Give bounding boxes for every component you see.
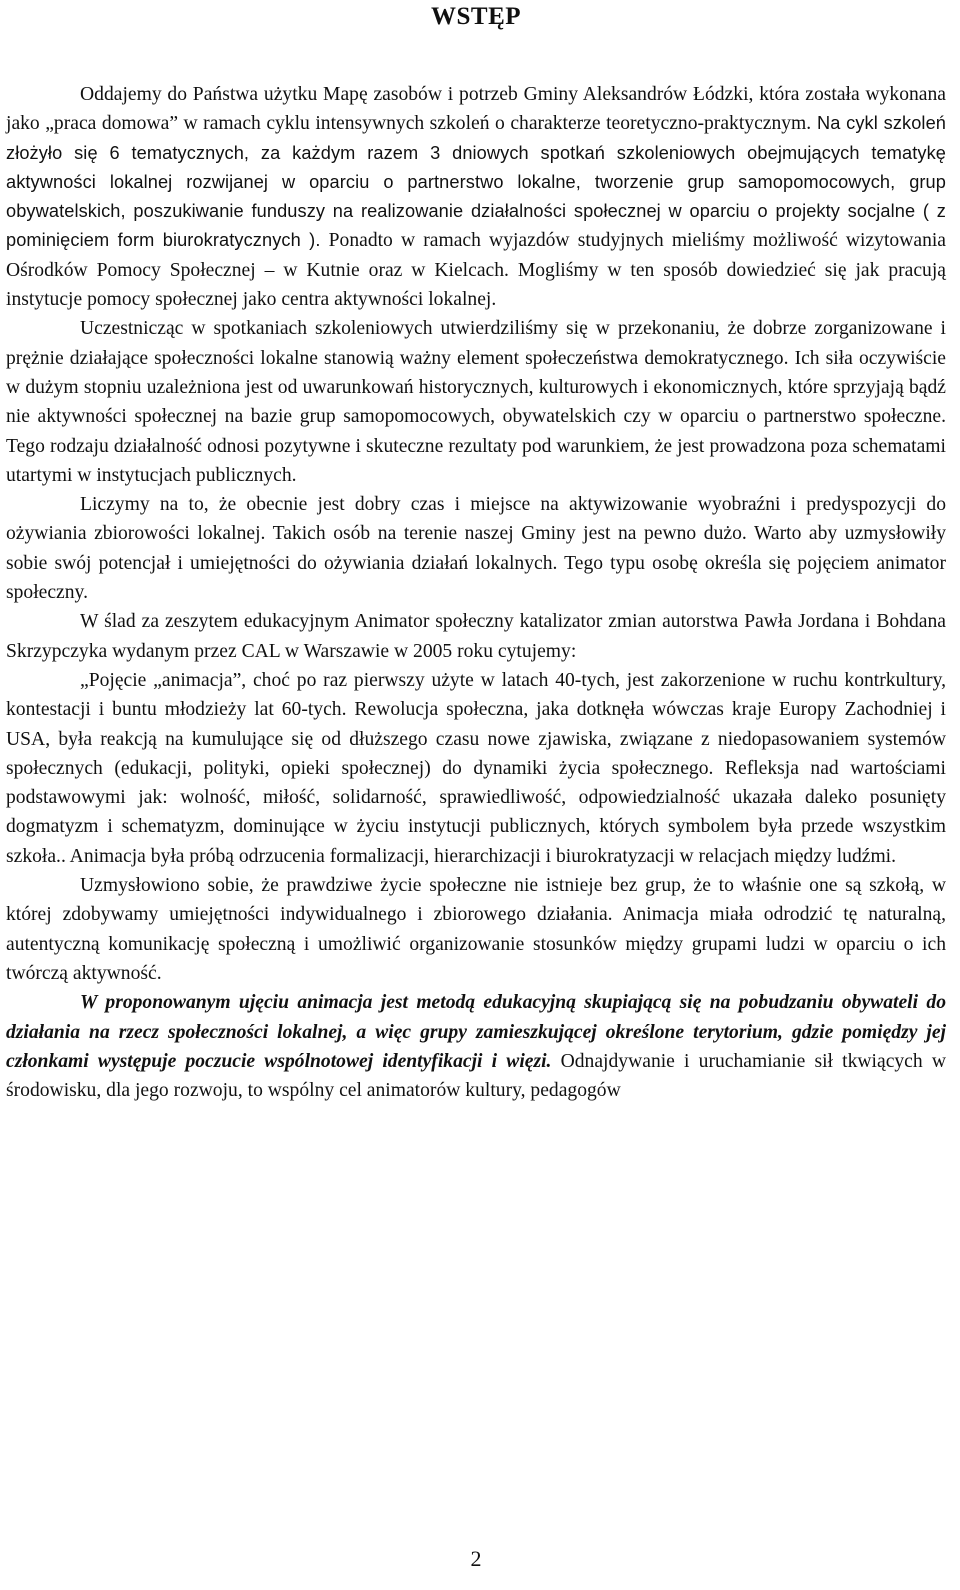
page-number: 2 [470,1546,482,1571]
paragraph-1-part-a: Oddajemy do Państwa użytku Mapę zasobów i potrzeb Gminy Aleksandrów Łódzki, która została wykonana jako „praca domowa” w ramach cyklu intensywnych szkoleń o charakterze teoretyczno-praktycznym. [6,84,946,135]
document-page [6,0,946,1590]
paragraph-1 [6,80,946,314]
paragraph-3: Liczymy na to, że obecnie jest dobry czas i miejsce na aktywizowanie wyobraźni i predyspozycji do ożywiania zbiorowości lokalnej. Takich osób na terenie naszej Gminy jest na pewno dużo. Warto aby uzmysłowiły sobie swój potencjał i umiejętności do ożywiania działań lokalnych. Tego typu osobę określa się pojęciem animator społeczny. [6,494,946,604]
paragraph-7-rest: Odnajdywanie i uruchamianie sił tkwiących w środowisku, dla jego rozwoju, to wspólny cel animatorów kultury, pedagogów [6,1050,947,1102]
paragraph-7 [6,988,946,1105]
paragraph-1-part-c: Ponadto w ramach wyjazdów studyjnych mieliśmy możliwość wizytowania Ośrodków Pomocy Społecznej – w Kutnie oraz w Kielcach. Mogliśmy w ten sposób dowiedzieć się jak pracują instytucje pomocy społecznej jako centra aktywności lokalnej. [6,230,947,311]
document-body [6,80,946,1105]
document-title: WSTĘP [430,3,522,30]
paragraph-6: Uzmysłowiono sobie, że prawdziwe życie społeczne nie istnieje bez grup, że to właśnie one są szkołą, w której zdobywamy umiejętności indywidualnego i zbiorowego działania. Animacja miała odrodzić tę naturalną, autentyczną komunikację społeczną i umożliwić organizowanie stosunków między grupami ludzi w oparciu o ich twórczą aktywność. [6,875,946,984]
paragraph-5-quote: „Pojęcie „animacja”, choć po raz pierwszy użyte w latach 40-tych, jest zakorzenione w ruchu kontrkultury, kontestacji i buntu młodzieży lat 60-tych. Rewolucja społeczna, jaka dotknęła wówczas kraje Europy Zachodniej i USA, była reakcją na kumulujące się od dłuższego czasu nowe zjawiska, związane z niedopasowaniem systemów społecznych (edukacji, polityki, opieki społecznej) do dynamiki życia społecznego. Refleksja nad wartościami podstawowymi jak: wolność, miłość, solidarność, sprawiedliwość, odpowiedzialność ukazała daleko posunięty dogmatyzm i schematyzm, dominujące w życiu instytucji publicznych, których symbolem była przede wszystkim szkoła.. Animacja była próbą odrzucenia formalizacji, hierarchizacji i biurokratyzacji w relacjach między ludźmi. [6,669,946,867]
paragraph-4: W ślad za zeszytem edukacyjnym Animator społeczny katalizator zmian autorstwa Pawła Jordana i Bohdana Skrzypczyka wydanym przez CAL w Warszawie w 2005 roku cytujemy: [6,611,946,662]
paragraph-1-part-b: Na cykl szkoleń złożyło się 6 tematycznych, za każdym razem 3 dniowych spotkań szkoleniowych obejmujących tematykę aktywności lokalnej rozwijanej w oparciu o partnerstwo lokalne, tworzenie grup samopomocowych, grup obywatelskich, poszukiwanie funduszy na realizowanie działalności społecznej w oparciu o projekty socjalne ( z pominięciem form biurokratycznych ). [6,113,947,251]
paragraph-7-emphasis: W proponowanym ujęciu animacja jest metodą edukacyjną skupiającą się na pobudzaniu obywateli do działania na rzecz społeczności lokalnej, a więc grupy zamieszkującej określone terytorium, gdzie pomiędzy jej członkami występuje poczucie wspólnotowej identyfikacji i więzi. [6,992,946,1072]
paragraph-2: Uczestnicząc w spotkaniach szkoleniowych utwierdziliśmy się w przekonaniu, że dobrze zorganizowane i prężnie działające społeczności lokalne stanowią ważny element społeczeństwa demokratycznego. Ich siła oczywiście w dużym stopniu uzależniona jest od uwarunkowań historycznych, kulturowych i ekonomicznych, które sprzyjają bądź nie aktywności społecznej na bazie grup samopomocowych, obywatelskich czy w oparciu o partnerstwo społeczne. Tego rodzaju działalność odnosi pozytywne i skuteczne rezultaty pod warunkiem, że jest prowadzona poza schematami utartymi w instytucjach publicznych. [6,318,946,486]
